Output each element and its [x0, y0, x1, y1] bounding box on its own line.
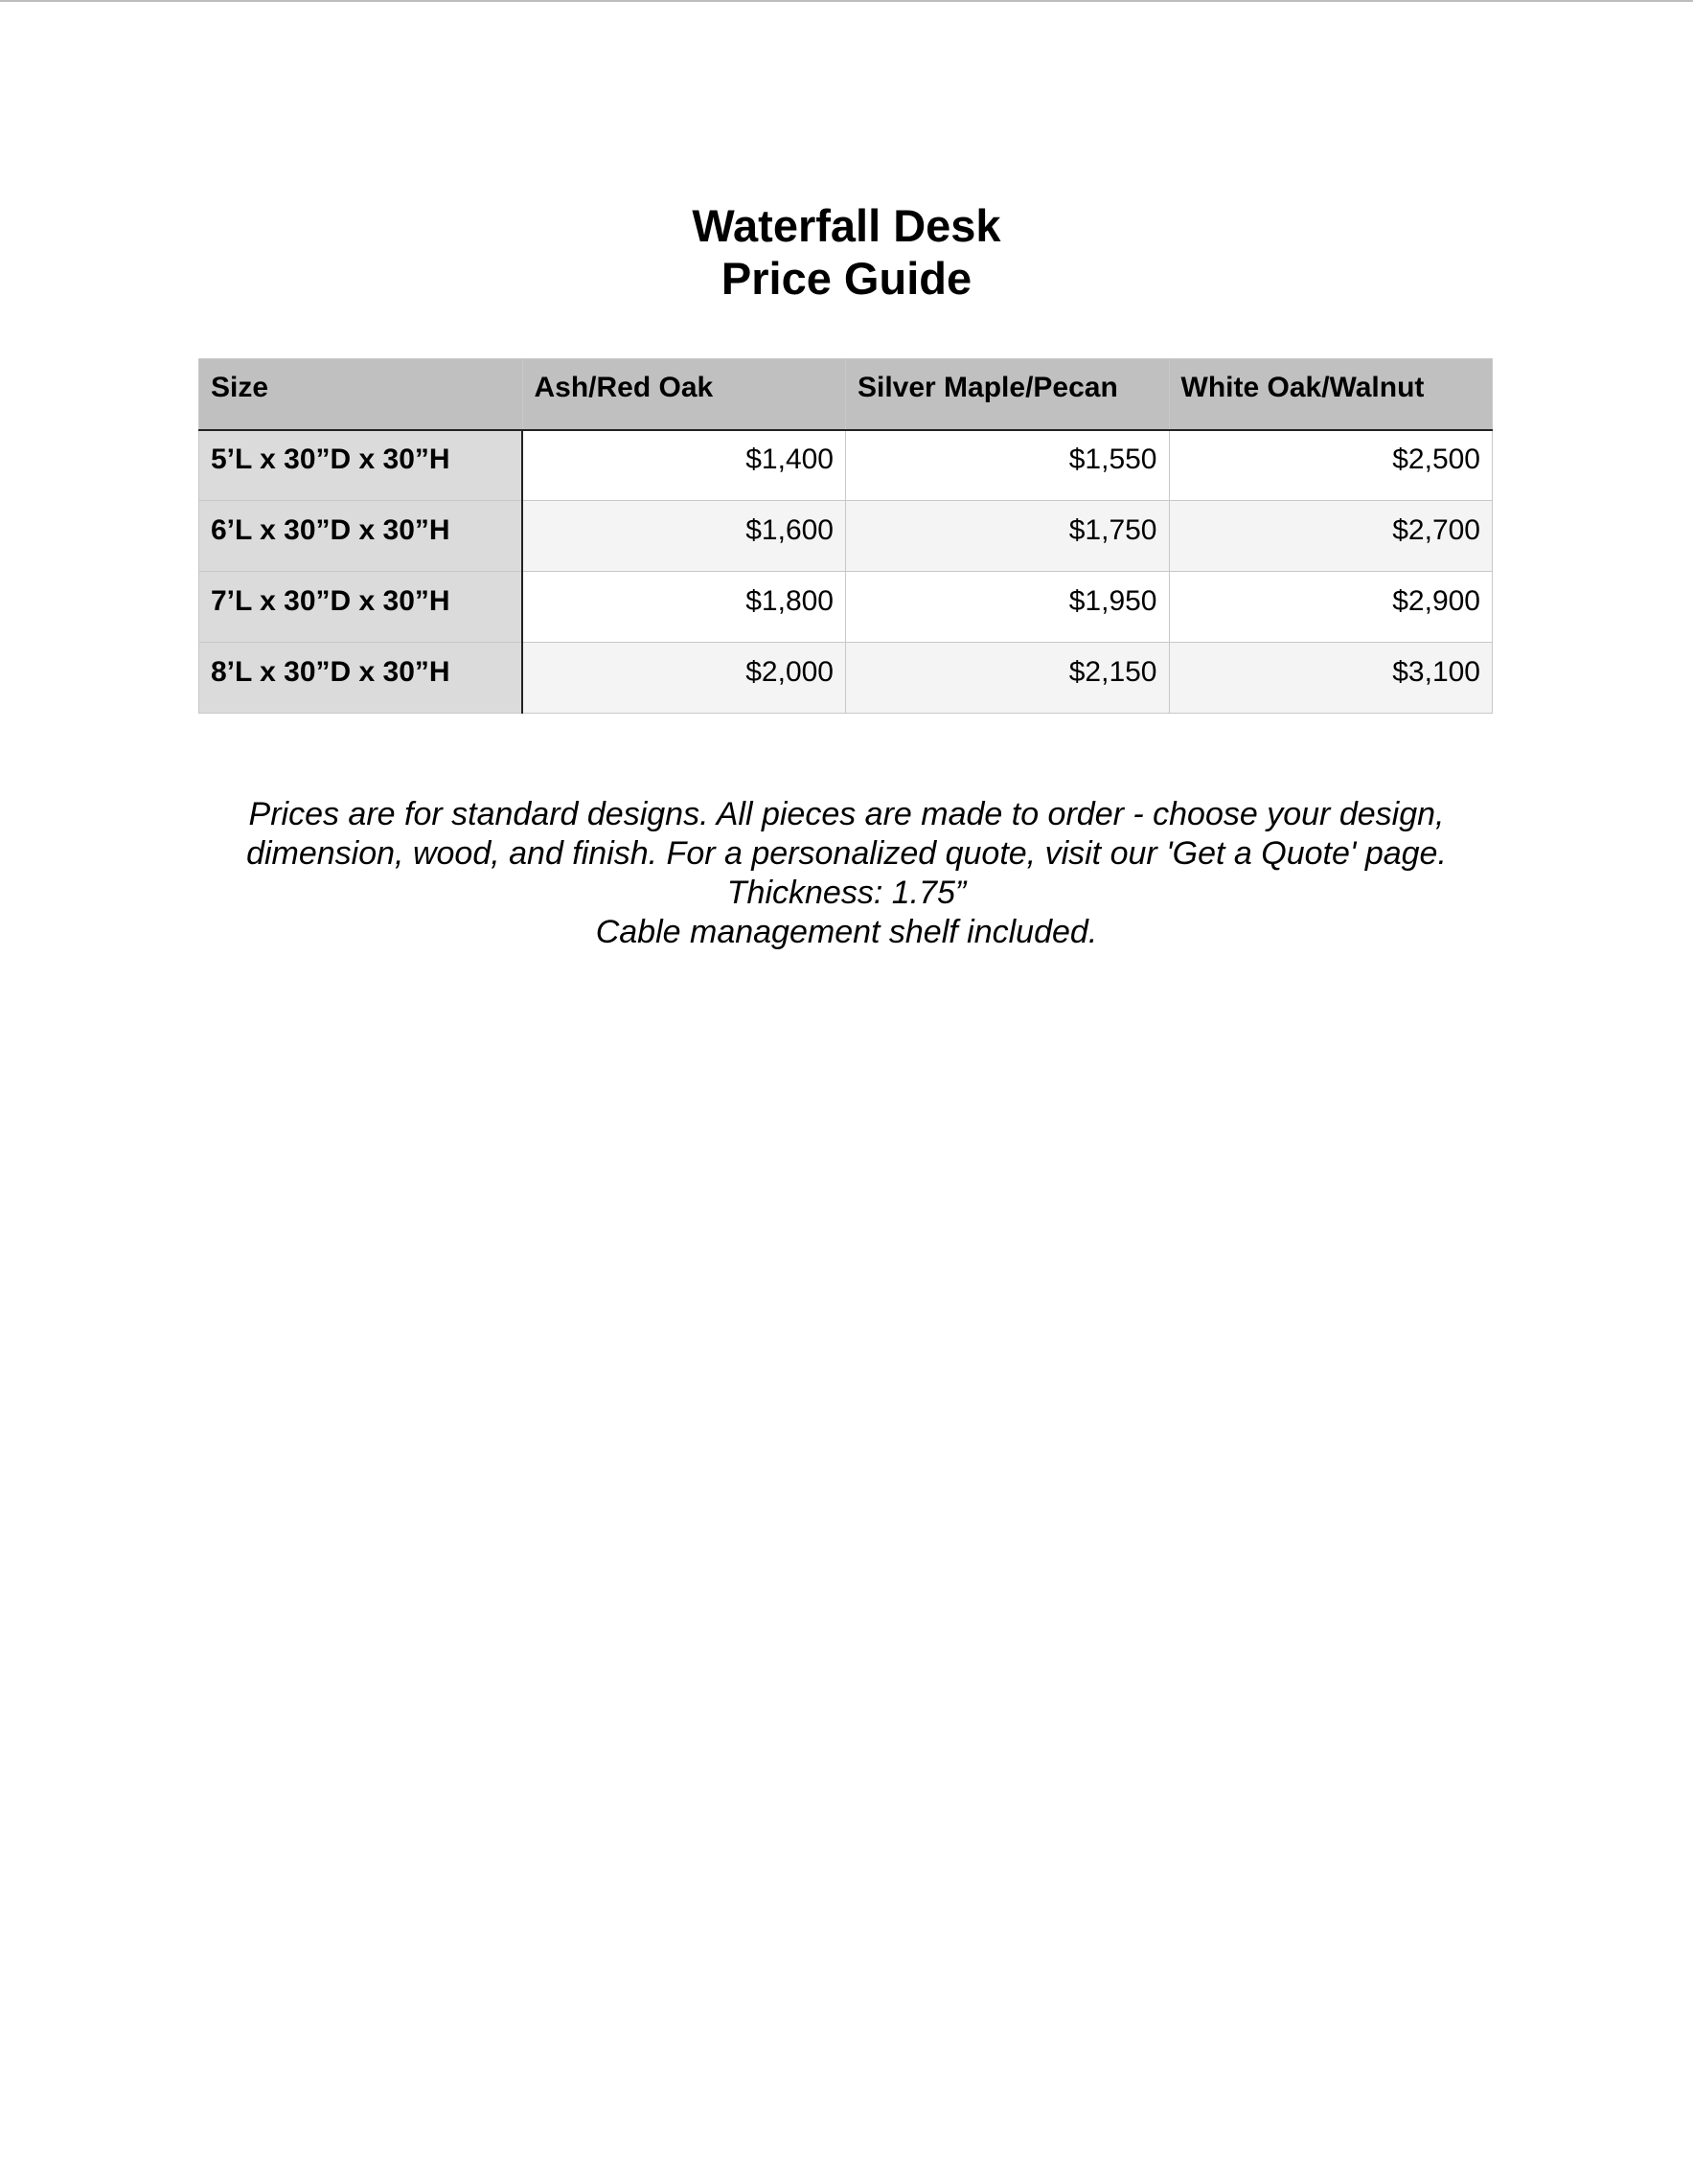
column-header-silver-maple-pecan: Silver Maple/Pecan [846, 359, 1170, 430]
price-cell: $2,700 [1169, 501, 1493, 572]
price-cell: $1,550 [846, 430, 1170, 501]
title-line-1: Waterfall Desk [692, 200, 1001, 251]
column-header-ash-red-oak: Ash/Red Oak [522, 359, 846, 430]
price-cell: $2,000 [522, 643, 846, 714]
column-header-size: Size [199, 359, 523, 430]
title-line-2: Price Guide [721, 253, 972, 304]
size-cell: 8’L x 30”D x 30”H [199, 643, 523, 714]
price-cell: $1,950 [846, 572, 1170, 643]
price-table [198, 358, 1493, 714]
price-cell: $2,900 [1169, 572, 1493, 643]
price-cell: $2,500 [1169, 430, 1493, 501]
price-cell: $1,600 [522, 501, 846, 572]
page-title [0, 199, 1693, 305]
top-divider [0, 0, 1693, 2]
size-cell: 7’L x 30”D x 30”H [199, 572, 523, 643]
table-row [199, 643, 1493, 714]
size-cell: 5’L x 30”D x 30”H [199, 430, 523, 501]
cable-management-note: Cable management shelf included. [595, 914, 1098, 950]
note-line-2: dimension, wood, and finish. For a personalized quote, visit our 'Get a Quote' page. [246, 835, 1447, 872]
size-cell: 6’L x 30”D x 30”H [199, 501, 523, 572]
pricing-notes [0, 795, 1693, 952]
price-cell: $1,400 [522, 430, 846, 501]
price-cell: $1,750 [846, 501, 1170, 572]
price-cell: $1,800 [522, 572, 846, 643]
column-header-white-oak-walnut: White Oak/Walnut [1169, 359, 1493, 430]
table-row [199, 572, 1493, 643]
table-row [199, 430, 1493, 501]
thickness-note: Thickness: 1.75” [726, 875, 967, 911]
price-cell: $2,150 [846, 643, 1170, 714]
price-cell: $3,100 [1169, 643, 1493, 714]
note-line-1: Prices are for standard designs. All pieces are made to order - choose your design, [248, 796, 1445, 832]
table-header-row [199, 359, 1493, 430]
table-row [199, 501, 1493, 572]
